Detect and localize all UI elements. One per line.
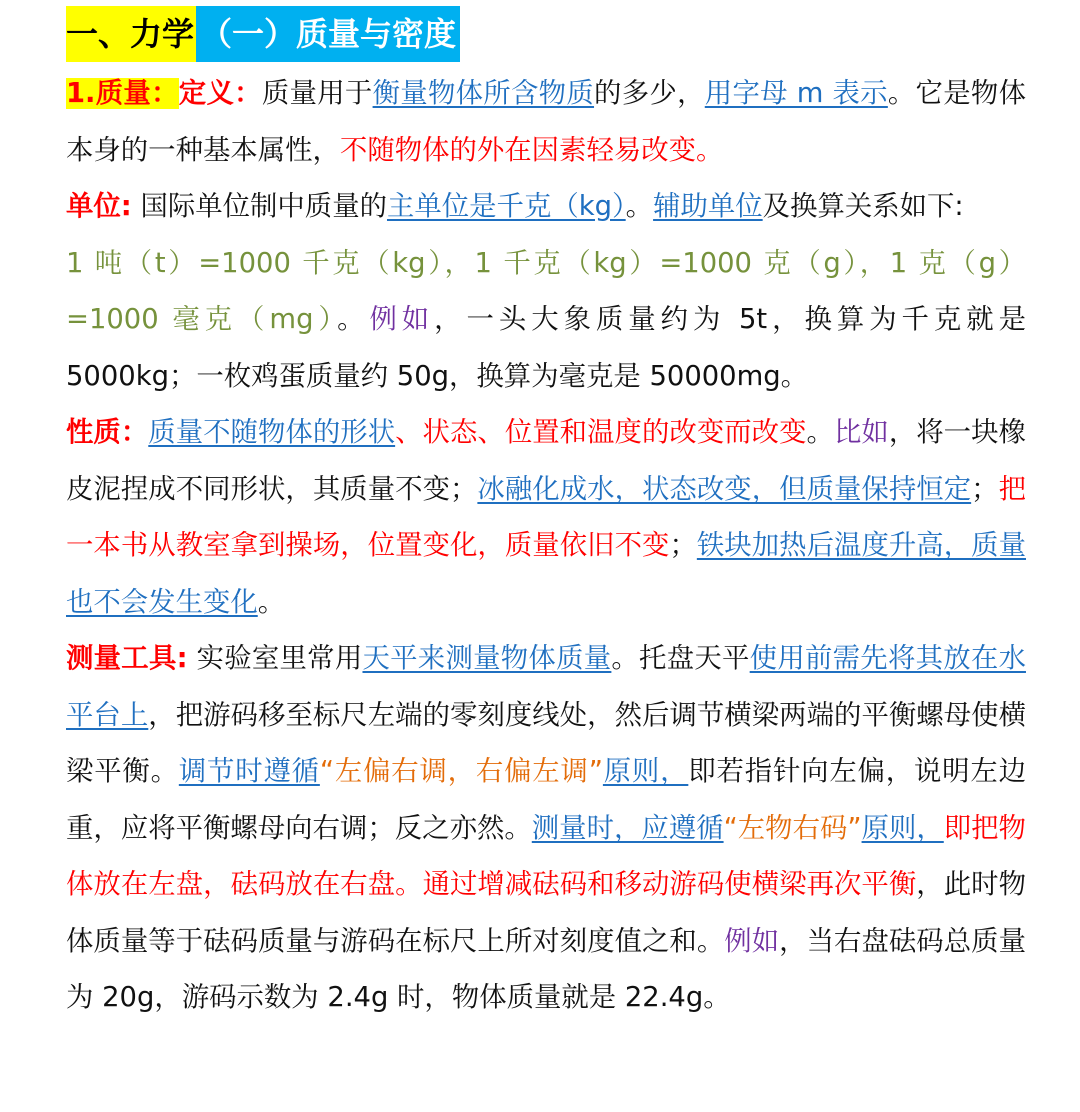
underlined-phrase: 主单位是千克（kg） [386,191,626,222]
tool-label: 测量工具: [66,643,188,674]
title-sub: （一）质量与密度 [196,6,460,62]
red-phrase: 即把物体放在左盘，砝码放在右盘。通过增减砝码和移动游码使横梁再次平衡 [66,812,1026,900]
underlined-phrase: 天平来测量物体质量 [362,643,612,674]
red-phrase: 、状态、位置和温度的改变而改变 [395,417,807,448]
text: 及换算关系如下: [762,191,964,222]
unit-conversion: 1 吨（t）=1000 千克（kg），1 千克（kg）=1000 克（g），1 克（g）=1000 毫克（mg） [66,247,1026,335]
text: 。它是物体本身的一种基本属性， [66,78,1026,166]
text: ，当右盘砝码总质量为 20g，游码示数为 2.4g 时，物体质量就是 22.4g。 [66,925,1026,1013]
text: ，此时物体质量等于砝码质量与游码在标尺上所对刻度值之和。 [66,869,1026,957]
paragraph-unit [66,179,1026,405]
orange-phrase: “左偏右调，右偏左调” [319,756,603,787]
underlined-phrase: 辅助单位 [653,191,763,222]
red-phrase: 把一本书从教室拿到操场，位置变化，质量依旧不变 [66,473,1026,561]
property-label: 性质： [66,417,149,448]
text: 。 [806,417,834,448]
underlined-phrase: 衡量物体所含物质 [372,78,595,109]
underlined-phrase: 用字母 m 表示 [704,78,888,109]
underlined-phrase: 铁块加热后温度升高，质量也不会发生变化 [66,530,1026,618]
text: 。托盘天平 [611,643,750,674]
text: ，将一块橡皮泥捏成不同形状，其质量不变； [66,417,1026,505]
underlined-phrase: 冰融化成水，状态改变，但质量保持恒定 [477,473,972,505]
text: 质量用于 [261,78,373,109]
section-title [66,6,460,62]
underlined-phrase: 质量不随物体的形状 [148,417,396,448]
example-label: 比如 [833,417,889,448]
definition-label: 定义： [178,78,262,109]
underlined-phrase: 使用前需先将其放在水平台上 [66,643,1026,731]
paragraph-property [66,405,1026,631]
underlined-phrase: 测量时，应遵循 [531,812,724,844]
text: 。 [257,586,286,618]
title-main: 一、力学 [66,6,196,62]
text: 的多少， [594,78,705,109]
text: ； [971,473,999,505]
underlined-phrase: 原则， [602,756,689,787]
example-label: 例如 [724,925,780,957]
document-body [66,66,1026,1027]
text: ，一头大象质量约为 5t，换算为千克就是 5000kg；一枚鸡蛋质量约 50g，换算为毫克是 50000mg。 [66,304,1026,392]
example-label: 例如 [369,304,435,335]
paragraph-measuring-tool [66,631,1026,1027]
mass-label: 1.质量： [66,78,179,109]
underlined-phrase: 调节时遵循 [178,756,320,787]
paragraph-definition [66,66,1026,179]
red-phrase: 不随物体的外在因素轻易改变。 [339,134,724,166]
orange-phrase: “左物右码” [723,812,862,844]
underlined-phrase: 原则， [861,812,944,844]
text: 国际单位制中质量的 [131,191,387,222]
unit-label: 单位: [66,191,132,222]
text: ； [669,530,697,561]
text: 。 [625,191,654,222]
text: 即若指针向左偏，说明左边重，应将平衡螺母向右调；反之亦然。 [66,756,1026,844]
text: 。 [337,304,370,335]
text: ，把游码移至标尺左端的零刻度线处，然后调节横梁两端的平衡螺母使横梁平衡。 [66,699,1026,787]
text: 实验室里常用 [187,643,363,674]
